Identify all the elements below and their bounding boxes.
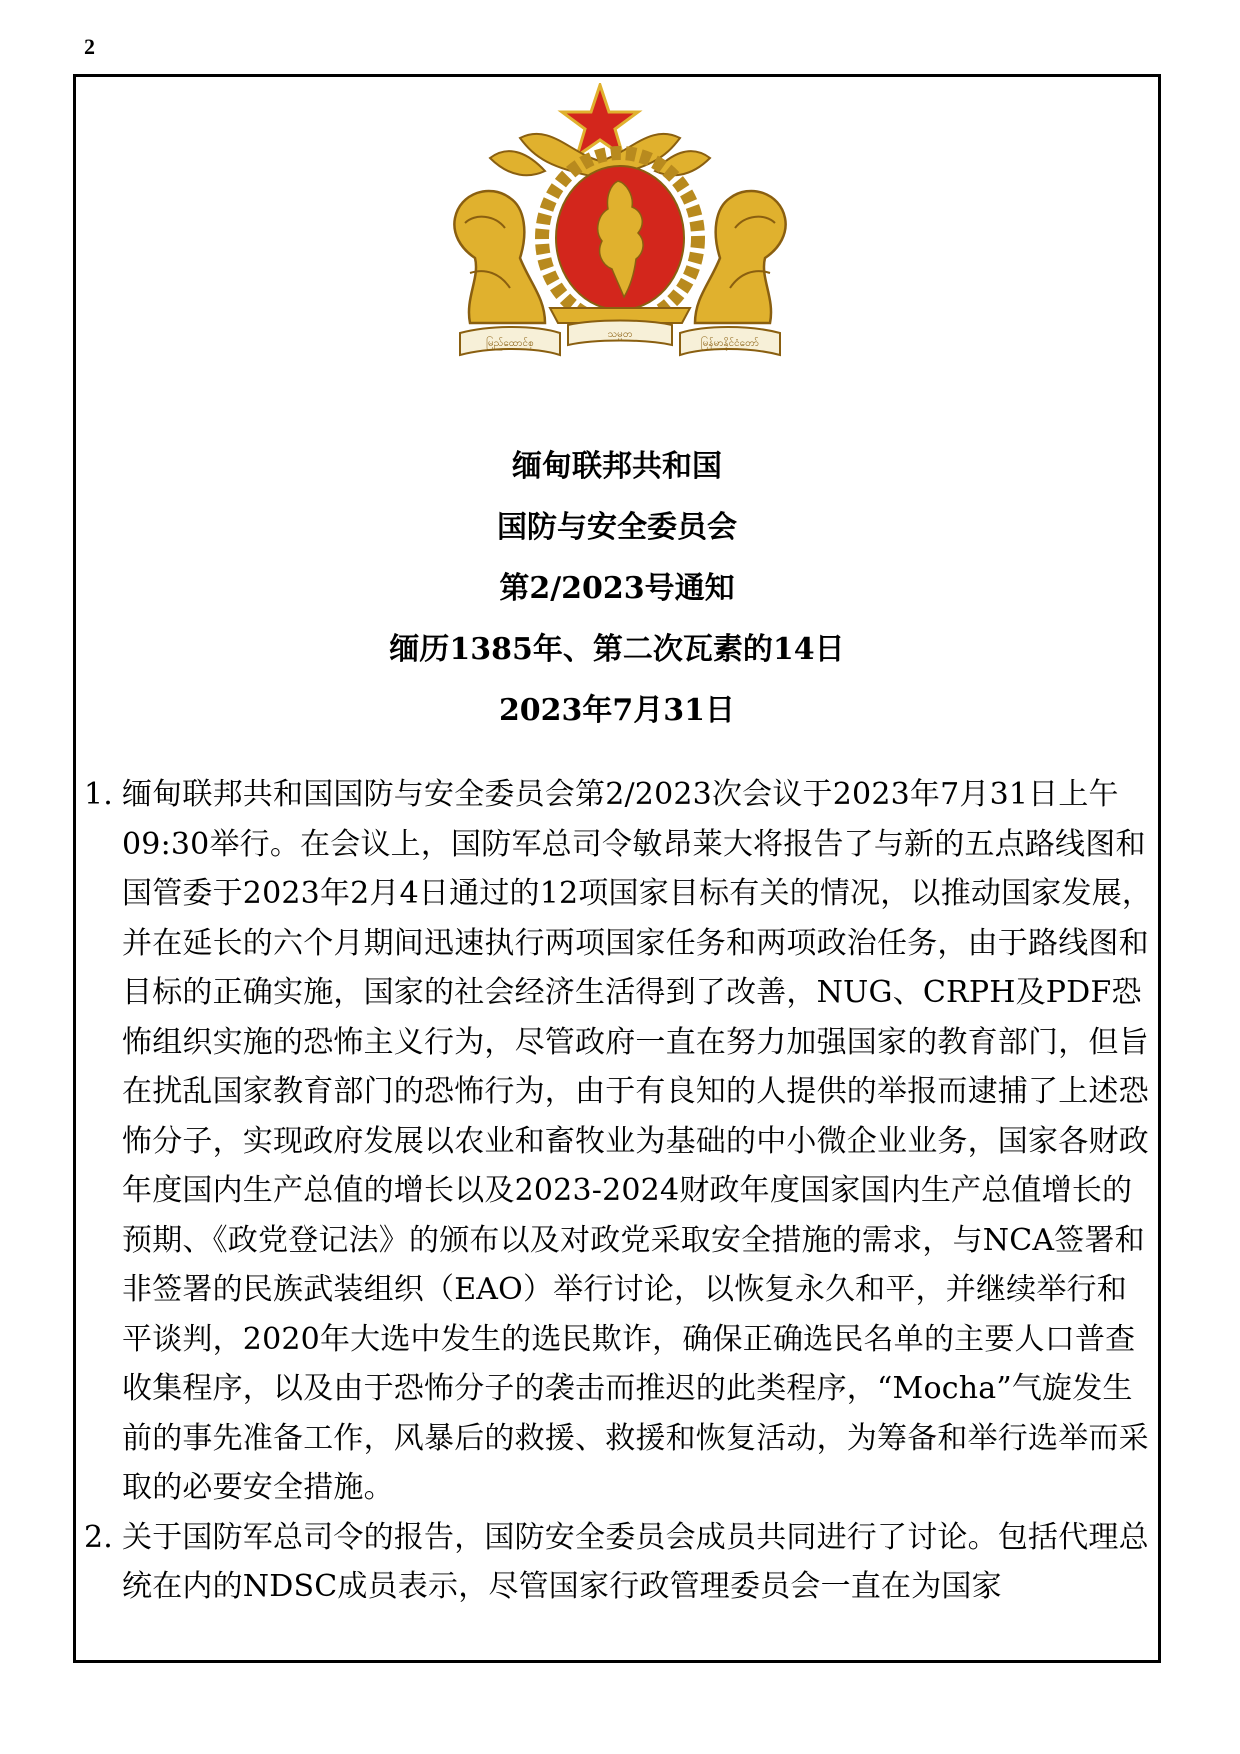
- paragraph-text: 关于国防军总司令的报告，国防安全委员会成员共同进行了讨论。包括代理总统在内的NDSC成员表示，尽管国家行政管理委员会一直在为国家: [122, 1519, 1149, 1604]
- paragraph-1: [84, 770, 1154, 1513]
- state-seal-emblem: [450, 83, 790, 368]
- paragraph-number: 1.: [84, 777, 114, 812]
- gregorian-date: 2023年7月31日: [498, 693, 736, 728]
- committee-title: 国防与安全委员会: [497, 510, 737, 545]
- myanmar-calendar-date: 缅历1385年、第二次瓦素的14日: [389, 632, 845, 667]
- paragraph-2: [84, 1513, 1154, 1612]
- document-heading: [76, 449, 1158, 757]
- paragraph-text: 缅甸联邦共和国国防与安全委员会第2/2023次会议于2023年7月31日上午09:30举行。在会议上，国防军总司令敏昂莱大将报告了与新的五点路线图和国管委于2023年2月4日通过的12项国家目标有关的情况，以推动国家发展，并在延长的六个月期间迅速执行两项国家任务和两项政治任务，由于路线图和目标的正确实施，国家的社会经济生活得到了改善，NUG、CRPH及PDF恐怖组织实施的恐怖主义行为，尽管政府一直在努力加强国家的教育部门，但旨在扰乱国家教育部门的恐怖行为，由于有良知的人提供的举报而逮捕了上述恐怖分子，实现政府发展以农业和畜牧业为基础的中小微企业业务，国家各财政年度国内生产总值的增长以及2023-2024财政年度国家国内生产总值增长的预期、《政党登记法》的颁布以及对政党采取安全措施的需求，与NCA签署和非签署的民族武装组织（EAO）举行讨论，以恢复永久和平，并继续举行和平谈判，2020年大选中发生的选民欺诈，确保正确选民名单的主要人口普查收集程序，以及由于恐怖分子的袭击而推迟的此类程序，“Mocha”气旋发生前的事先准备工作，风暴后的救援、救援和恢复活动，为筹备和举行选举而采取的必要安全措施。: [122, 777, 1153, 1505]
- paragraph-number: 2.: [84, 1519, 114, 1555]
- country-title: 缅甸联邦共和国: [512, 449, 722, 484]
- seal-left-scroll-text: မြည်ထောင်စု: [486, 338, 534, 349]
- page-number: 2: [84, 34, 95, 59]
- document-body: [84, 770, 1154, 1612]
- seal-right-scroll-text: မြန်မာနိုင်ငံတော်: [701, 338, 759, 349]
- seal-center-scroll-text: သမ္မတ: [607, 329, 633, 340]
- notice-number: 第2/2023号通知: [499, 571, 735, 606]
